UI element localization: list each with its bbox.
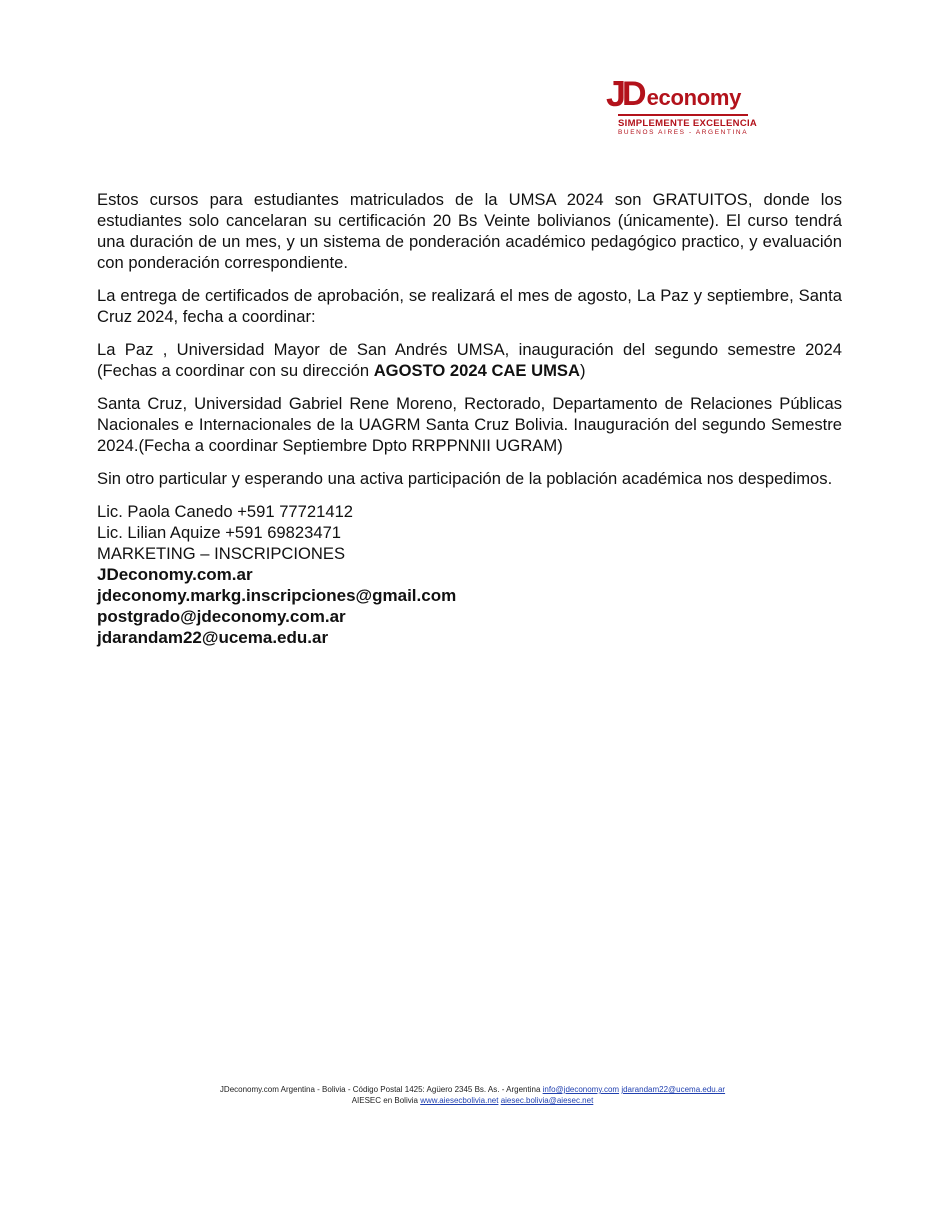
logo-word: economy <box>646 85 742 110</box>
contact-department: MARKETING – INSCRIPCIONES <box>97 544 346 563</box>
logo-divider <box>618 114 748 116</box>
paragraph-santa-cruz: Santa Cruz, Universidad Gabriel Rene Moreno, Rectorado, Departamento de Relaciones Públicas Nacionales e Internacionales de la UAGRM Santa Cruz Bolivia. Inauguración del segundo Semestre 2024.(Fecha a coordinar Septiembre Dpto RRPPNNII UGRAM) <box>97 394 842 455</box>
la-paz-text: La Paz , Universidad Mayor de San Andrés UMSA, inauguración del segundo semestre 2024 (Fechas a coordinar con su dirección <box>97 340 842 380</box>
footer-link-aiesec-mail[interactable]: aiesec.bolivia@aiesec.net <box>500 1096 594 1105</box>
contact-email-inscripciones: jdeconomy.markg.inscripciones@gmail.com <box>97 586 457 605</box>
logo-letter-j: J <box>606 73 627 114</box>
footer-line-2 <box>0 1095 945 1106</box>
contact-email-postgrado: postgrado@jdeconomy.com.ar <box>97 607 346 626</box>
footer-link-info[interactable]: info@jdeconomy.com <box>542 1085 620 1094</box>
la-paz-close: ) <box>579 361 586 380</box>
footer-link-ucema[interactable]: jdarandam22@ucema.edu.ar <box>621 1085 726 1094</box>
footer-line-1 <box>0 1084 945 1095</box>
contact-email-ucema: jdarandam22@ucema.edu.ar <box>97 628 329 647</box>
la-paz-date-bold: AGOSTO 2024 CAE UMSA <box>373 361 580 380</box>
paragraph-certificates: La entrega de certificados de aprobación, se realizará el mes de agosto, La Paz y septiembre, Santa Cruz 2024, fecha a coordinar: <box>97 286 842 326</box>
logo-location: BUENOS AIRES - ARGENTINA <box>618 129 749 136</box>
logo-wordmark <box>606 70 766 112</box>
jdeconomy-logo <box>606 70 766 136</box>
contact-paola: Lic. Paola Canedo +591 77721412 <box>97 502 354 521</box>
paragraph-closing: Sin otro particular y esperando una activa participación de la población académica nos despedimos. <box>97 469 833 488</box>
footer-link-aiesec-web[interactable]: www.aiesecbolivia.net <box>420 1096 499 1105</box>
footer-aiesec: AIESEC en Bolivia <box>351 1096 418 1105</box>
logo-tagline: SIMPLEMENTE EXCELENCIA <box>618 118 758 129</box>
paragraph-courses: Estos cursos para estudiantes matriculados de la UMSA 2024 son GRATUITOS, donde los estudiantes solo cancelaran su certificación 20 Bs Veinte bolivianos (únicamente). El curso tendrá una duración de un mes, y un sistema de ponderación académico pedagógico practico, y evaluación con ponderación correspondiente. <box>97 190 842 272</box>
logo-letter-d: D <box>622 75 647 113</box>
contact-block <box>97 501 842 648</box>
paragraph-la-paz <box>97 339 842 381</box>
letter-body <box>97 189 842 648</box>
footer-address: JDeconomy.com Argentina - Bolivia - Código Postal 1425: Agüero 2345 Bs. As. - Argentina <box>219 1085 541 1094</box>
contact-website: JDeconomy.com.ar <box>97 565 253 584</box>
contact-lilian: Lic. Lilian Aquize +591 69823471 <box>97 523 342 542</box>
page-footer <box>0 1084 945 1106</box>
